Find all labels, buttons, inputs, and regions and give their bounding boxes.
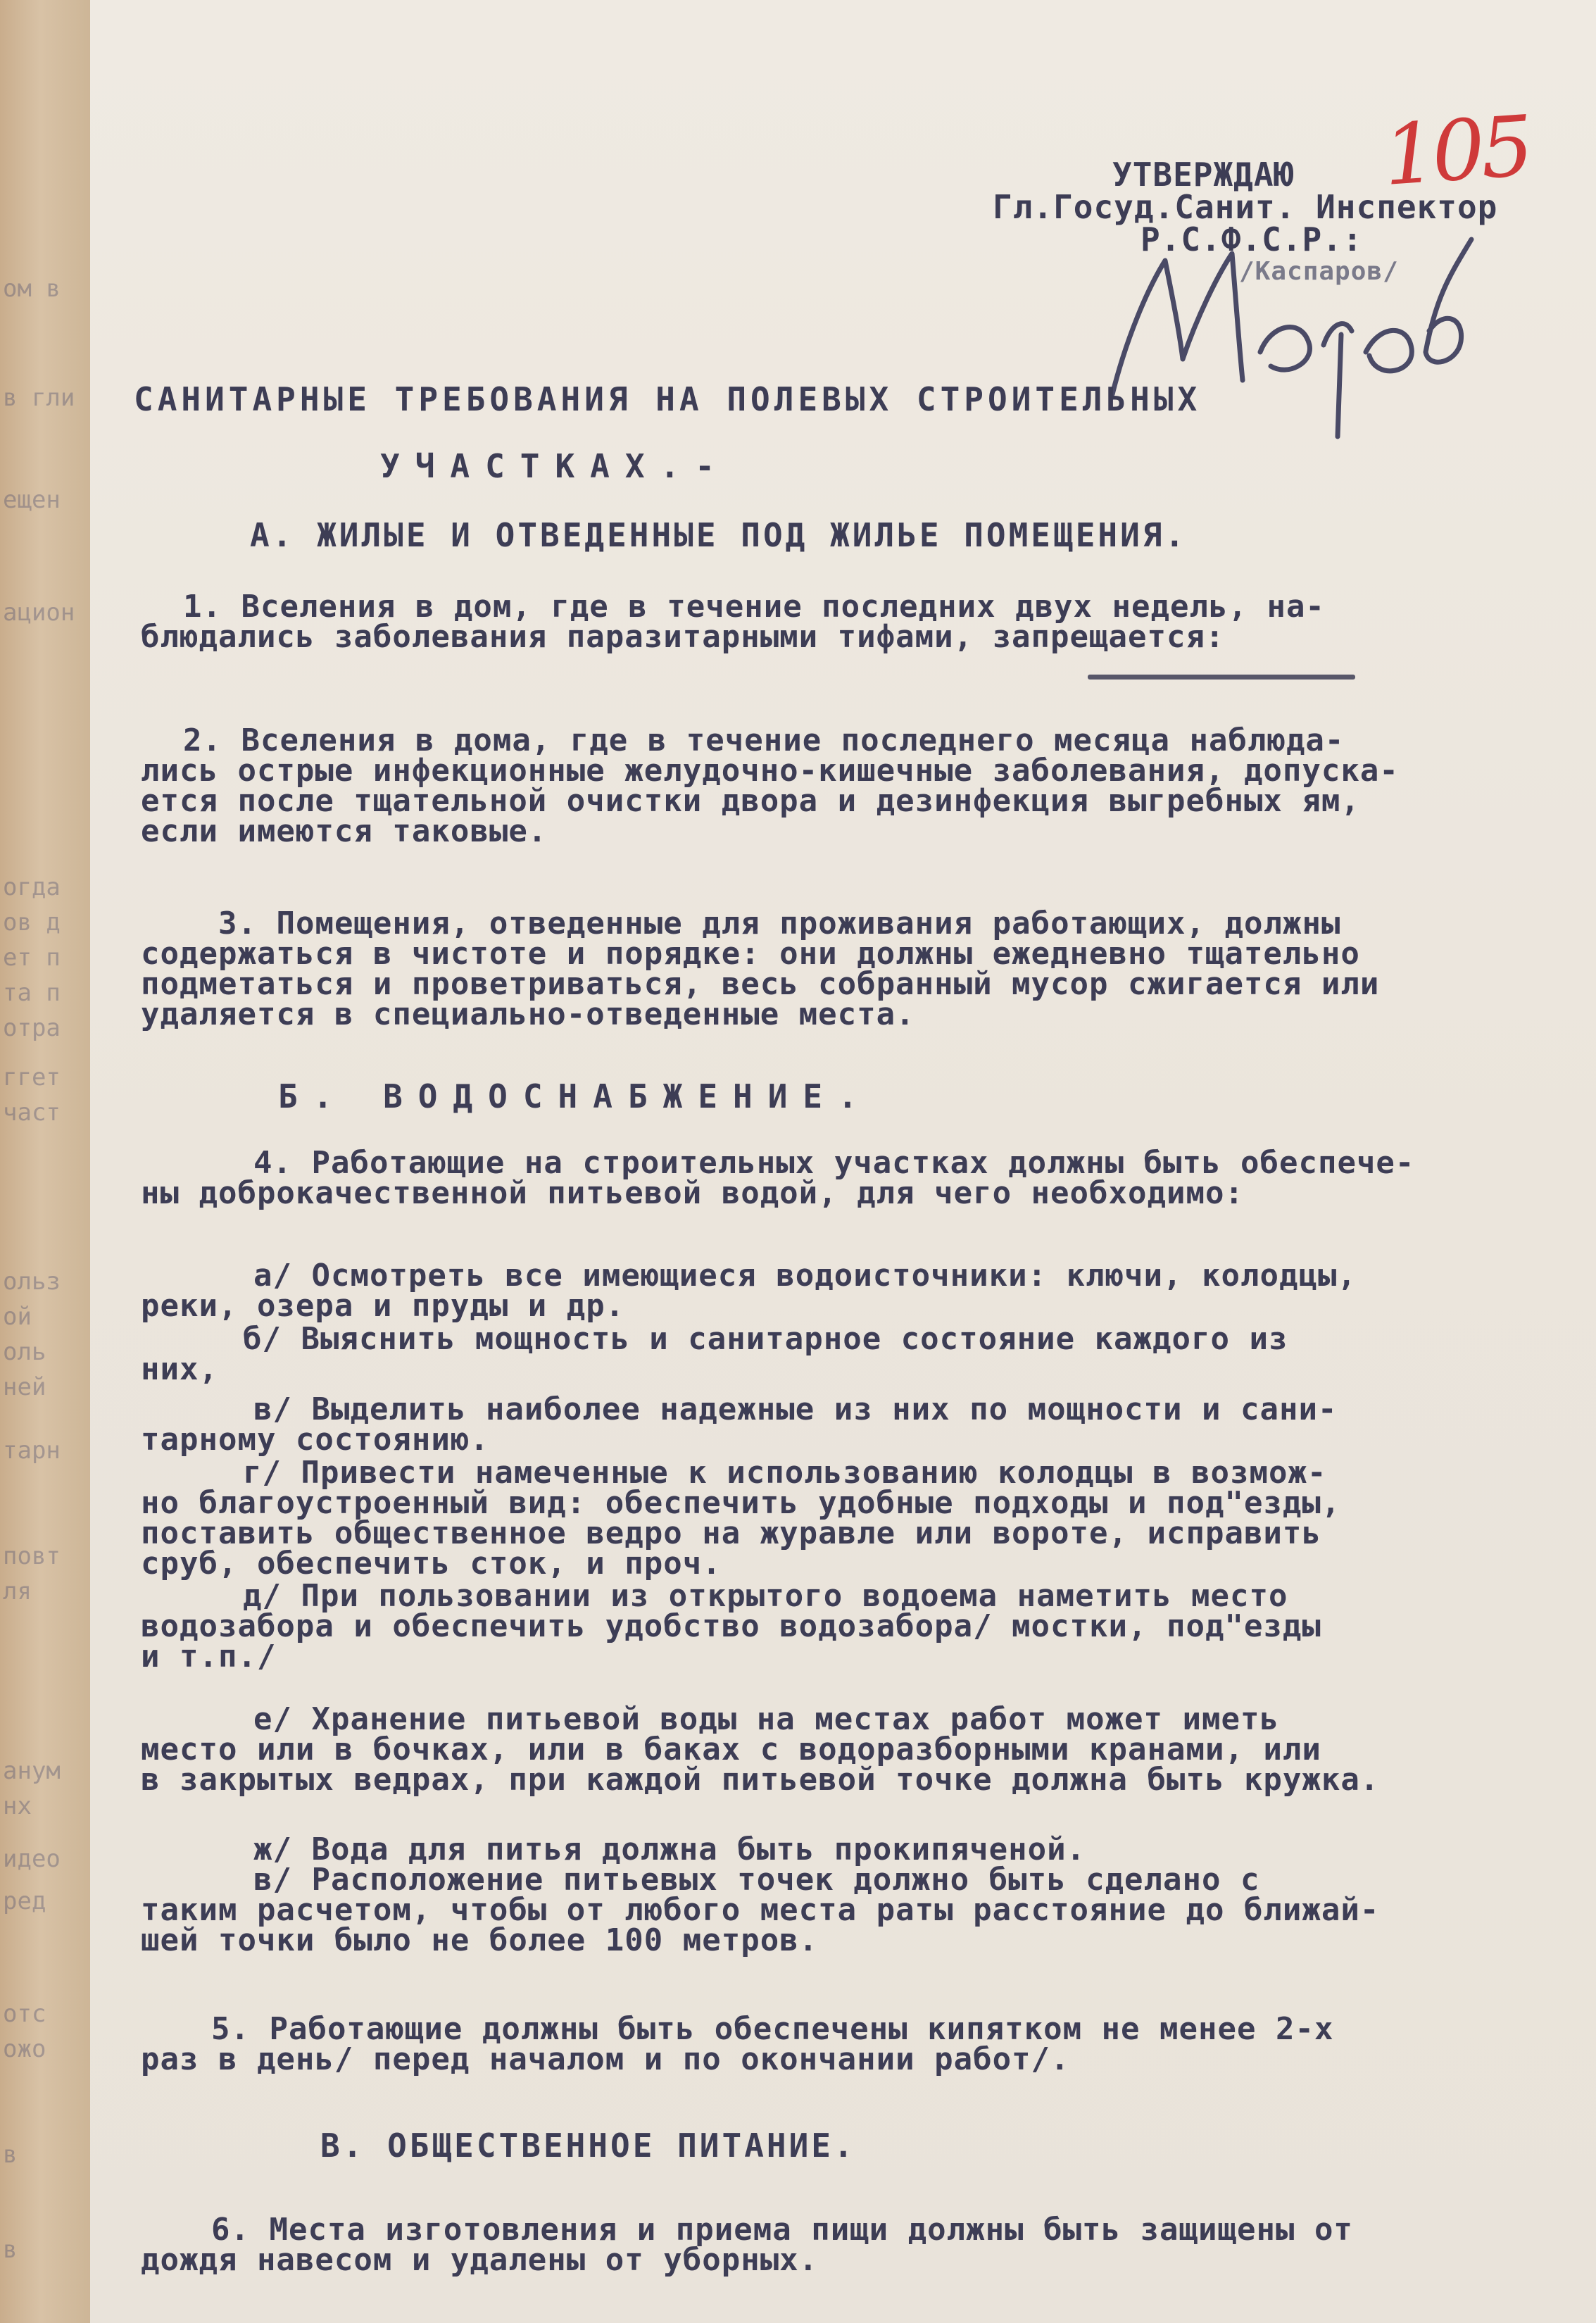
- text-line: 3. Помещения, отведенные для проживания работающих, должны: [218, 906, 1341, 941]
- approval-line: /Каспаров/: [1239, 257, 1399, 286]
- text-line: место или в бочках, или в баках с водоразборными кранами, или: [141, 1732, 1321, 1767]
- approval-line: УТВЕРЖДАЮ: [1112, 156, 1295, 194]
- text-line: в закрытых ведрах, при каждой питьевой точке должна быть кружка.: [141, 1762, 1380, 1798]
- item-4b: [141, 1321, 1545, 1387]
- text-line: реки, озера и пруды и др.: [141, 1288, 625, 1324]
- margin-fragment: ггет: [3, 1063, 61, 1091]
- text-line: тарному состоянию.: [141, 1422, 489, 1458]
- text-line: блюдались заболевания паразитарными тифами, запрещается:: [141, 619, 1225, 655]
- item-4a: [141, 1258, 1545, 1324]
- item-4e: [141, 1578, 1545, 1674]
- text-line: шей точки было не более 100 метров.: [141, 1922, 819, 1958]
- text-line: сруб, обеспечить сток, и проч.: [141, 1546, 722, 1582]
- paragraph-6: [141, 2212, 1545, 2278]
- section-heading-a: А. ЖИЛЫЕ И ОТВЕДЕННЫЕ ПОД ЖИЛЬЕ ПОМЕЩЕНИЯ.: [250, 516, 1188, 554]
- text-line: подметаться и проветриваться, весь собранный мусор сжигается или: [141, 966, 1380, 1002]
- margin-fragment: ом в: [3, 275, 61, 303]
- document-title-line2: УЧАСТКАХ.-: [380, 447, 730, 485]
- text-line: и т.п./: [141, 1639, 277, 1674]
- margin-fragment: огда: [3, 873, 61, 901]
- text-line: ется после тщательной очистки двора и дезинфекция выгребных ям,: [141, 783, 1360, 819]
- margin-fragment: повт: [3, 1542, 61, 1570]
- text-line: 1. Вселения в дом, где в течение последних двух недель, на-: [183, 589, 1325, 625]
- item-4h: [141, 1862, 1545, 1958]
- margin-fragment: в: [3, 2141, 18, 2169]
- text-line: 2. Вселения в дома, где в течение последнего месяца наблюда-: [183, 722, 1345, 758]
- margin-fragment: ещен: [3, 486, 61, 514]
- text-line: 5. Работающие должны быть обеспечены кипятком не менее 2-х: [211, 2011, 1334, 2047]
- section-heading-b: Б. ВОДОСНАБЖЕНИЕ.: [278, 1077, 873, 1115]
- margin-fragment: ет п: [3, 944, 61, 972]
- text-line: е/ Хранение питьевой воды на местах работ может иметь: [253, 1701, 1279, 1737]
- text-line: а/ Осмотреть все имеющиеся водоисточники: ключи, колодцы,: [253, 1258, 1357, 1294]
- margin-fragment: ля: [3, 1577, 32, 1605]
- text-line: ж/ Вода для питья должна быть прокипяченой.: [253, 1832, 1086, 1867]
- margin-fragment: в гли: [3, 384, 75, 412]
- section-heading-v: В. ОБЩЕСТВЕННОЕ ПИТАНИЕ.: [320, 2127, 856, 2165]
- item-4d: [141, 1455, 1545, 1582]
- margin-fragment: анум: [3, 1757, 61, 1785]
- margin-fragment: в: [3, 2236, 18, 2264]
- text-line: раз в день/ перед началом и по окончании работ/.: [141, 2041, 1070, 2077]
- margin-fragment: идео: [3, 1845, 61, 1873]
- handwritten-underline: [1088, 675, 1355, 680]
- approval-line: Гл.Госуд.Санит. Инспектор: [993, 188, 1498, 226]
- text-line: содержаться в чистоте и порядке: они должны ежедневно тщательно: [141, 936, 1360, 972]
- item-4f: [141, 1701, 1545, 1798]
- margin-fragment: оль: [3, 1338, 46, 1366]
- margin-bleed-through: [0, 0, 99, 2323]
- margin-fragment: нх: [3, 1792, 32, 1820]
- paragraph-2: [141, 722, 1545, 849]
- text-line: но благоустроенный вид: обеспечить удобные подходы и под"езды,: [141, 1485, 1341, 1521]
- margin-fragment: отс: [3, 2000, 46, 2028]
- paragraph-4: [141, 1145, 1545, 1211]
- text-line: них,: [141, 1351, 218, 1387]
- margin-fragment: ацион: [3, 599, 75, 627]
- text-line: 6. Места изготовления и приема пищи должны быть защищены от: [211, 2212, 1353, 2248]
- text-line: б/ Выяснить мощность и санитарное состояние каждого из: [243, 1321, 1288, 1357]
- text-line: 4. Работающие на строительных участках должны быть обеспече-: [253, 1145, 1415, 1181]
- text-line: д/ При пользовании из открытого водоема наметить место: [243, 1578, 1288, 1614]
- margin-fragment: част: [3, 1098, 61, 1127]
- text-line: г/ Привести намеченные к использованию колодцы в возмож-: [243, 1455, 1327, 1491]
- text-line: удаляется в специально-отведенные места.: [141, 996, 915, 1032]
- text-line: водозабора и обеспечить удобство водозабора/ мостки, под"езды: [141, 1608, 1321, 1644]
- text-line: в/ Расположение питьевых точек должно быть сделано с: [253, 1862, 1260, 1898]
- approval-line: Р.С.Ф.С.Р.:: [1141, 220, 1363, 258]
- item-4g: [141, 1834, 1545, 1865]
- text-line: ны доброкачественной питьевой водой, для чего необходимо:: [141, 1175, 1244, 1211]
- margin-fragment: ожо: [3, 2035, 46, 2063]
- text-line: лись острые инфекционные желудочно-кишечные заболевания, допуска-: [141, 753, 1399, 789]
- text-line: дождя навесом и удалены от уборных.: [141, 2242, 819, 2278]
- document-title: САНИТАРНЫЕ ТРЕБОВАНИЯ НА ПОЛЕВЫХ СТРОИТЕЛЬНЫХ: [134, 380, 1202, 418]
- margin-fragment: отра: [3, 1014, 61, 1042]
- paragraph-1: [141, 589, 1545, 655]
- text-line: если имеются таковые.: [141, 813, 548, 849]
- archive-page-number: 105: [1380, 96, 1533, 205]
- margin-fragment: ней: [3, 1373, 46, 1401]
- paragraph-3: [141, 906, 1545, 1032]
- margin-fragment: ой: [3, 1303, 32, 1331]
- margin-fragment: та п: [3, 979, 61, 1007]
- text-line: в/ Выделить наиболее надежные из них по мощности и сани-: [253, 1391, 1338, 1427]
- text-line: поставить общественное ведро на журавле или вороте, исправить: [141, 1515, 1321, 1551]
- margin-fragment: ред: [3, 1887, 46, 1915]
- margin-fragment: ольз: [3, 1267, 61, 1296]
- item-4c: [141, 1391, 1545, 1458]
- margin-fragment: тарн: [3, 1436, 61, 1465]
- paragraph-5: [141, 2011, 1545, 2077]
- text-line: таким расчетом, чтобы от любого места раты расстояние до ближай-: [141, 1892, 1380, 1928]
- margin-fragment: ов д: [3, 908, 61, 937]
